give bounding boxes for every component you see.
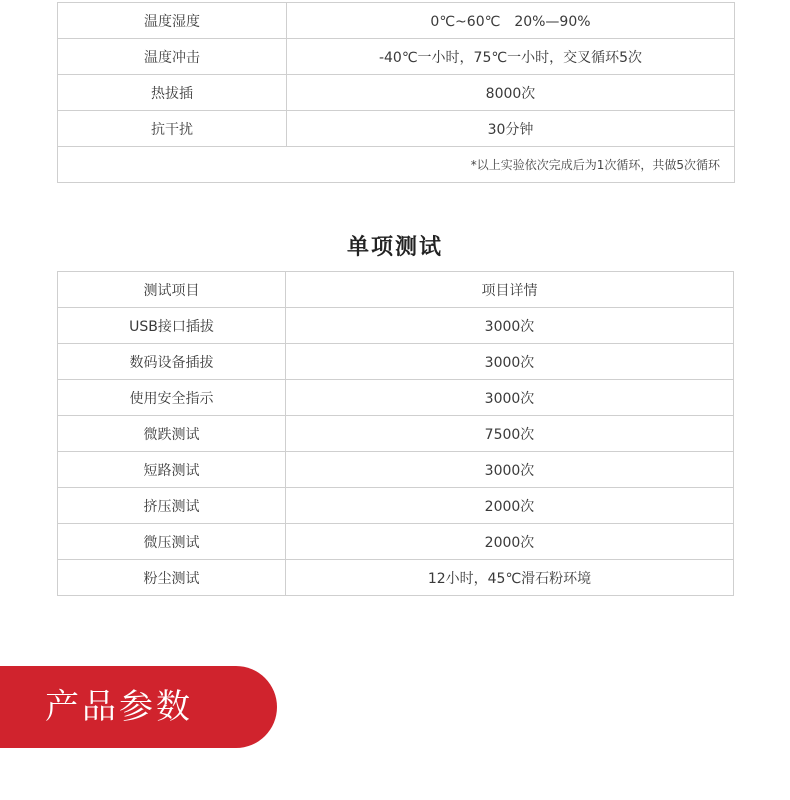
table-row <box>58 39 735 75</box>
test-item-cell: 使用安全指示 <box>58 380 286 416</box>
test-item-cell: 微压测试 <box>58 524 286 560</box>
banner-label: 产品参数 <box>45 687 193 727</box>
test-detail-cell: 2000次 <box>286 488 734 524</box>
test-item-cell: 数码设备插拔 <box>58 344 286 380</box>
test-item-cell: 微跌测试 <box>58 416 286 452</box>
section-title: 单项测试 <box>346 235 443 260</box>
test-detail-cell: 3000次 <box>286 380 734 416</box>
table-note-row <box>58 147 735 183</box>
test-item-cell: USB接口插拔 <box>58 308 286 344</box>
cycle-note: *以上实验依次完成后为1次循环，共做5次循环 <box>58 147 735 183</box>
test-detail-cell: 30分钟 <box>287 111 735 147</box>
test-detail-cell: 3000次 <box>286 452 734 488</box>
table-header-row <box>58 272 734 308</box>
product-params-banner <box>0 666 277 748</box>
test-detail-cell: 8000次 <box>287 75 735 111</box>
table-row <box>58 344 734 380</box>
table-row <box>58 416 734 452</box>
table-row <box>58 560 734 596</box>
test-detail-cell: 3000次 <box>286 308 734 344</box>
test-item-cell: 温度冲击 <box>58 39 287 75</box>
single-test-table <box>57 271 734 596</box>
test-item-cell: 短路测试 <box>58 452 286 488</box>
test-detail-cell: 12小时，45℃滑石粉环境 <box>286 560 734 596</box>
table-row <box>58 380 734 416</box>
test-item-cell: 抗干扰 <box>58 111 287 147</box>
table-row <box>58 3 735 39</box>
test-detail-cell: 0℃~60℃ 20%—90% <box>287 3 735 39</box>
test-item-cell: 温度湿度 <box>58 3 287 39</box>
table-row <box>58 75 735 111</box>
test-detail-cell: -40℃一小时，75℃一小时，交叉循环5次 <box>287 39 735 75</box>
table-row <box>58 308 734 344</box>
column-header-item: 测试项目 <box>58 272 286 308</box>
table-row <box>58 488 734 524</box>
test-detail-cell: 2000次 <box>286 524 734 560</box>
table-row <box>58 452 734 488</box>
test-item-cell: 热拔插 <box>58 75 287 111</box>
test-item-cell: 挤压测试 <box>58 488 286 524</box>
column-header-detail: 项目详情 <box>286 272 734 308</box>
test-detail-cell: 3000次 <box>286 344 734 380</box>
test-item-cell: 粉尘测试 <box>58 560 286 596</box>
environment-test-table <box>57 2 735 183</box>
test-detail-cell: 7500次 <box>286 416 734 452</box>
table-row <box>58 524 734 560</box>
table-row <box>58 111 735 147</box>
